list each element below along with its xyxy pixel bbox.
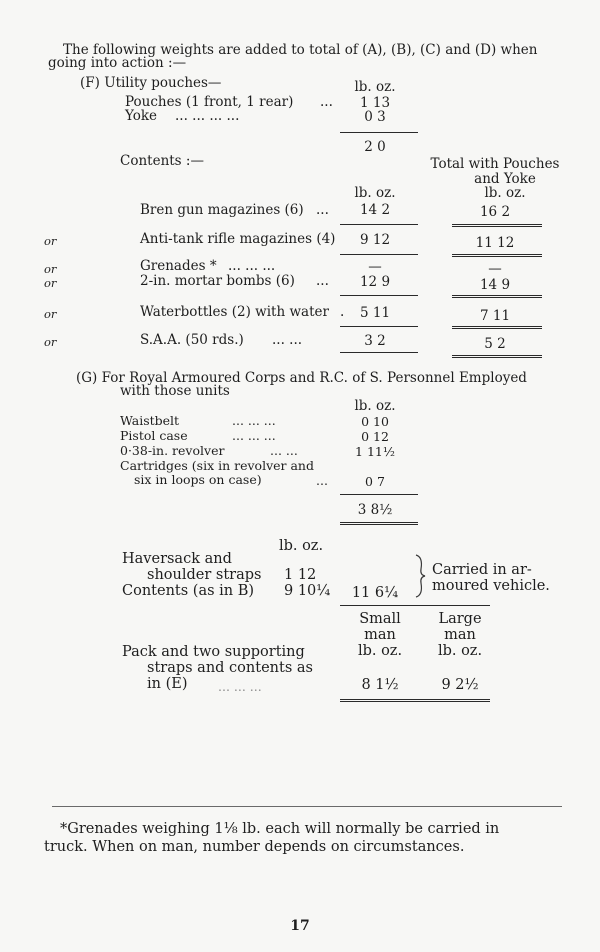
- content-row-label: S.A.A. (50 rds.): [140, 332, 244, 348]
- section-f-unit: lb. oz.: [354, 79, 396, 95]
- content-row-value: —: [368, 259, 382, 275]
- contents-unit: lb. oz.: [354, 185, 396, 201]
- content-row-dots: ...: [316, 273, 329, 289]
- small-man-value: 8 1½: [361, 677, 399, 693]
- section-g-title-2: with those units: [120, 383, 230, 399]
- content-row-label: Grenades *: [140, 258, 217, 274]
- content-row-label: Bren gun magazines (6): [140, 202, 304, 218]
- haversack-value-1: 1 12: [284, 567, 317, 583]
- content-row-total: 5 2: [484, 336, 506, 352]
- footnote-line-1: *Grenades weighing 1⅛ lb. each will normally be carried in: [60, 821, 500, 837]
- haversack-line-2: shoulder straps: [147, 567, 262, 583]
- total-double-rule: [452, 295, 542, 298]
- total-double-rule: [452, 254, 542, 257]
- revolver-label: 0·38-in. revolver: [120, 443, 225, 458]
- large-man-line-1: Large: [438, 611, 482, 627]
- waistbelt-dots: ... ... ...: [232, 413, 276, 428]
- haversack-rule: [340, 605, 490, 606]
- content-row-value: 12 9: [359, 274, 391, 290]
- haversack-line-3: Contents (as in B): [122, 583, 255, 599]
- small-man-line-2: man: [364, 627, 396, 643]
- cartridges-line-2: six in loops on case): [134, 472, 262, 487]
- content-row-value: 3 2: [364, 333, 386, 349]
- row-rule: [340, 352, 418, 353]
- yoke-value: 0 3: [364, 109, 386, 125]
- pouches-subtotal: 2 0: [364, 139, 386, 155]
- content-row-total: —: [488, 261, 502, 277]
- haversack-total: 11 6¼: [351, 585, 399, 601]
- total-header-line-1: Total with Pouches: [430, 156, 560, 172]
- content-row-dots: ... ...: [272, 332, 303, 348]
- page-number: 17: [290, 918, 310, 934]
- pouches-dots: ...: [320, 94, 333, 110]
- section-g-unit: lb. oz.: [354, 398, 396, 414]
- haversack-line-1: Haversack and: [122, 551, 232, 567]
- or-prefix: or: [44, 262, 57, 276]
- content-row-value: 14 2: [359, 202, 391, 218]
- total-double-rule: [452, 355, 542, 358]
- content-row-total: 16 2: [479, 204, 511, 220]
- contents-label: Contents :—: [120, 153, 204, 169]
- pack-line-3: in (E): [147, 676, 188, 692]
- pack-line-2: straps and contents as: [147, 660, 313, 676]
- haversack-note-line-2: moured vehicle.: [432, 578, 550, 594]
- content-row-value: 5 11: [359, 305, 391, 321]
- content-row-total: 14 9: [479, 277, 511, 293]
- section-g-title-1: (G) For Royal Armoured Corps and R.C. of S. Personnel Employed: [76, 370, 527, 386]
- section-g-rule: [340, 494, 418, 495]
- yoke-dots: ... ... ... ...: [175, 108, 240, 124]
- section-f-title: (F) Utility pouches—: [80, 75, 222, 91]
- footnote-divider: [52, 806, 562, 807]
- large-man-line-2: man: [444, 627, 476, 643]
- pack-dots: ... ... ...: [218, 679, 262, 694]
- total-header-line-2: and Yoke: [474, 171, 536, 187]
- cartridges-value: 0 7: [365, 474, 385, 489]
- or-prefix: or: [44, 276, 57, 290]
- row-rule: [340, 326, 418, 327]
- revolver-value: 1 11½: [355, 444, 395, 459]
- small-man-line-1: Small: [359, 611, 401, 627]
- intro-line-2: going into action :—: [48, 55, 187, 71]
- yoke-label: Yoke: [125, 108, 158, 124]
- pouches-label: Pouches (1 front, 1 rear): [125, 94, 294, 110]
- pistol-case-dots: ... ... ...: [232, 428, 276, 443]
- content-row-label: Waterbottles (2) with water: [140, 304, 329, 320]
- row-rule: [340, 224, 418, 225]
- total-double-rule: [452, 326, 542, 329]
- content-row-dots: ...: [316, 202, 329, 218]
- haversack-value-2: 9 10¼: [284, 583, 331, 599]
- intro-line-1: The following weights are added to total of (A), (B), (C) and (D) when: [63, 42, 538, 58]
- content-row-label: Anti-tank rifle magazines (4): [140, 231, 336, 247]
- haversack-unit: lb. oz.: [278, 538, 324, 554]
- curly-brace-icon: [413, 553, 429, 599]
- total-double-rule: [452, 224, 542, 227]
- cartridges-dots: ...: [316, 473, 328, 488]
- total-header-unit: lb. oz.: [484, 185, 526, 201]
- pistol-case-value: 0 12: [361, 429, 389, 444]
- content-row-total: 7 11: [479, 308, 511, 324]
- revolver-dots: ... ...: [270, 443, 298, 458]
- large-man-value: 9 2½: [441, 677, 479, 693]
- content-row-total: 11 12: [475, 235, 515, 251]
- large-man-unit: lb. oz.: [437, 643, 483, 659]
- footnote-line-2: truck. When on man, number depends on circumstances.: [44, 839, 465, 855]
- cartridges-line-1: Cartridges (six in revolver and: [120, 458, 314, 473]
- section-g-double-rule: [340, 522, 418, 525]
- pistol-case-label: Pistol case: [120, 428, 188, 443]
- small-man-unit: lb. oz.: [357, 643, 403, 659]
- haversack-note-line-1: Carried in ar-: [432, 562, 532, 578]
- content-row-value: 9 12: [359, 232, 391, 248]
- pack-double-rule: [340, 699, 490, 702]
- waistbelt-value: 0 10: [361, 414, 389, 429]
- or-prefix: or: [44, 335, 57, 349]
- or-prefix: or: [44, 307, 57, 321]
- row-rule: [340, 254, 418, 255]
- pouches-subtotal-rule: [340, 132, 418, 133]
- pouches-value: 1 13: [359, 95, 391, 111]
- pack-line-1: Pack and two supporting: [122, 644, 305, 660]
- content-row-label: 2-in. mortar bombs (6): [140, 273, 295, 289]
- waistbelt-label: Waistbelt: [120, 413, 180, 428]
- section-g-subtotal: 3 8½: [357, 502, 393, 518]
- or-prefix: or: [44, 234, 57, 248]
- row-rule: [340, 295, 418, 296]
- content-row-dots: ... ... ...: [228, 258, 276, 274]
- content-row-dots: .: [340, 304, 345, 320]
